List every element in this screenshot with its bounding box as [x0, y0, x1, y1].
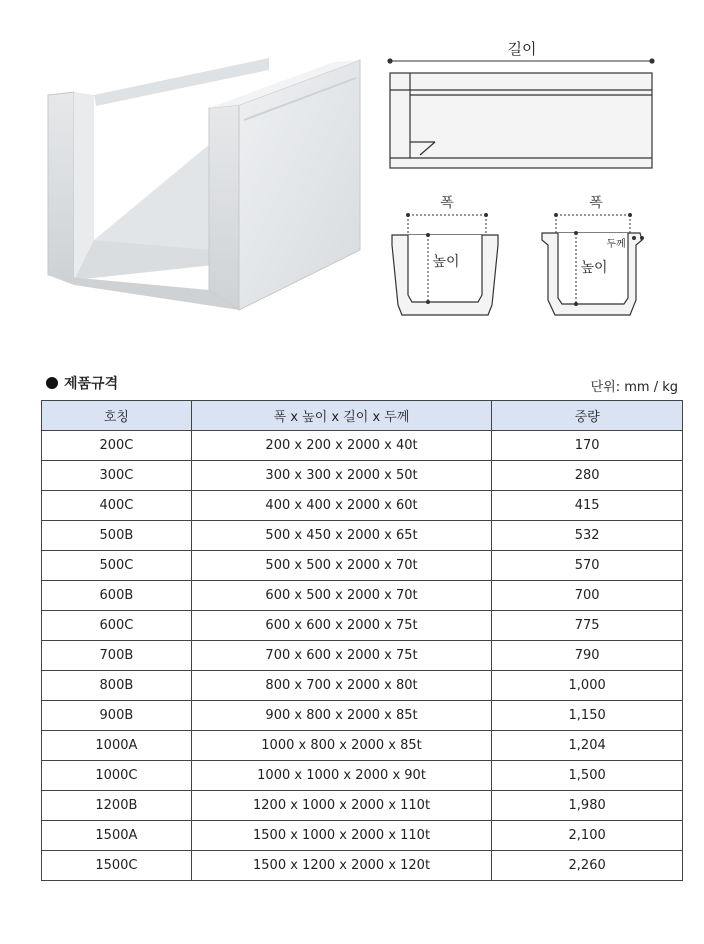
weight-cell: 2,100	[492, 821, 683, 851]
table-row	[42, 821, 683, 851]
dimensions-cell: 1000 x 800 x 2000 x 85t	[191, 731, 491, 761]
designation-cell: 500B	[42, 521, 192, 551]
table-row	[42, 431, 683, 461]
weight-cell: 280	[492, 461, 683, 491]
table-row	[42, 791, 683, 821]
spec-table	[41, 400, 683, 881]
weight-cell: 700	[492, 581, 683, 611]
weight-cell: 1,204	[492, 731, 683, 761]
weight-cell: 1,150	[492, 701, 683, 731]
weight-cell: 790	[492, 641, 683, 671]
table-row	[42, 761, 683, 791]
cross-section-left	[392, 235, 498, 315]
table-row	[42, 641, 683, 671]
weight-cell: 2,260	[492, 851, 683, 881]
unit-label: 단위: mm / kg	[590, 380, 678, 395]
dimensions-cell: 500 x 450 x 2000 x 65t	[191, 521, 491, 551]
height-label-right: 높이	[580, 260, 608, 276]
weight-cell: 1,980	[492, 791, 683, 821]
dimensions-cell: 200 x 200 x 2000 x 40t	[191, 431, 491, 461]
weight-cell: 415	[492, 491, 683, 521]
table-row	[42, 701, 683, 731]
length-label: 길이	[507, 40, 537, 58]
designation-cell: 500C	[42, 551, 192, 581]
weight-cell: 570	[492, 551, 683, 581]
table-row	[42, 731, 683, 761]
dimensions-cell: 900 x 800 x 2000 x 85t	[191, 701, 491, 731]
weight-cell: 1,000	[492, 671, 683, 701]
header-designation: 호칭	[42, 401, 192, 431]
designation-cell: 1500C	[42, 851, 192, 881]
designation-cell: 1200B	[42, 791, 192, 821]
designation-cell: 1500A	[42, 821, 192, 851]
dimensions-cell: 400 x 400 x 2000 x 60t	[191, 491, 491, 521]
weight-cell: 1,500	[492, 761, 683, 791]
designation-cell: 300C	[42, 461, 192, 491]
thickness-label: 두께	[606, 239, 626, 250]
dimensions-cell: 600 x 600 x 2000 x 75t	[191, 611, 491, 641]
dimensions-cell: 1000 x 1000 x 2000 x 90t	[191, 761, 491, 791]
side-view-diagram	[388, 59, 654, 168]
designation-cell: 600C	[42, 611, 192, 641]
dimensions-cell: 500 x 500 x 2000 x 70t	[191, 551, 491, 581]
dimensions-cell: 1200 x 1000 x 2000 x 110t	[191, 791, 491, 821]
dimensions-cell: 700 x 600 x 2000 x 75t	[191, 641, 491, 671]
section-heading	[46, 373, 118, 393]
designation-cell: 900B	[42, 701, 192, 731]
table-row	[42, 461, 683, 491]
designation-cell: 400C	[42, 491, 192, 521]
table-row	[42, 851, 683, 881]
table-row	[42, 581, 683, 611]
table-row	[42, 611, 683, 641]
weight-cell: 170	[492, 431, 683, 461]
designation-cell: 800B	[42, 671, 192, 701]
table-row	[42, 671, 683, 701]
table-row	[42, 491, 683, 521]
product-photo	[44, 50, 364, 320]
designation-cell: 1000C	[42, 761, 192, 791]
dimensions-cell: 600 x 500 x 2000 x 70t	[191, 581, 491, 611]
height-label-left: 높이	[432, 254, 460, 270]
weight-cell: 775	[492, 611, 683, 641]
dimensions-cell: 1500 x 1200 x 2000 x 120t	[191, 851, 491, 881]
dimension-diagrams	[380, 30, 680, 330]
designation-cell: 200C	[42, 431, 192, 461]
width-label-left: 폭	[440, 195, 454, 211]
header-weight: 중량	[492, 401, 683, 431]
weight-cell: 532	[492, 521, 683, 551]
dimensions-cell: 300 x 300 x 2000 x 50t	[191, 461, 491, 491]
table-body	[42, 431, 683, 881]
dimensions-cell: 800 x 700 x 2000 x 80t	[191, 671, 491, 701]
designation-cell: 600B	[42, 581, 192, 611]
width-label-right: 폭	[589, 195, 603, 211]
header-dimensions: 폭 x 높이 x 길이 x 두께	[191, 401, 491, 431]
dimensions-cell: 1500 x 1000 x 2000 x 110t	[191, 821, 491, 851]
bullet-icon	[46, 377, 58, 389]
designation-cell: 1000A	[42, 731, 192, 761]
table-row	[42, 551, 683, 581]
designation-cell: 700B	[42, 641, 192, 671]
section-title: 제품규격	[64, 376, 119, 392]
table-header-row	[42, 401, 683, 431]
table-row	[42, 521, 683, 551]
